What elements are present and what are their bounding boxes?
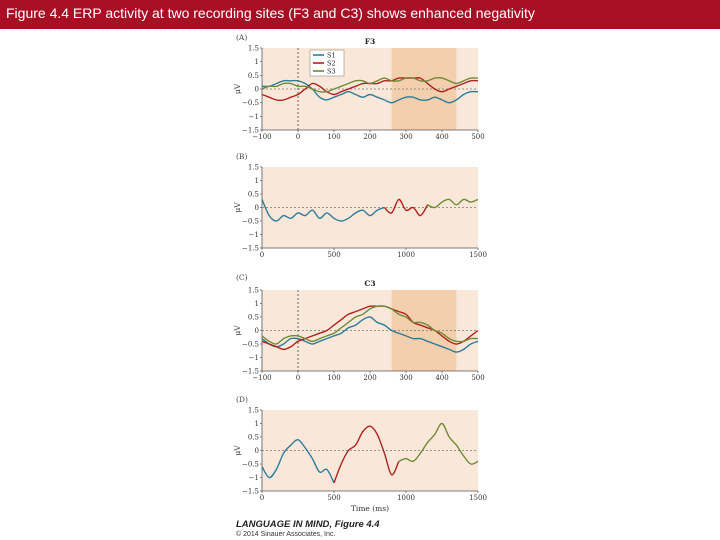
panel-b-ytick-label: −1 <box>248 231 259 239</box>
panel-b-ylabel: μV <box>233 202 242 213</box>
figure-copyright: © 2014 Sinauer Associates, Inc. <box>236 531 336 538</box>
panel-c-title: C3 <box>364 279 376 288</box>
panel-a-legend-label-s2: S2 <box>327 59 336 68</box>
panel-c-ytick-label: 0 <box>254 327 259 335</box>
panel-c-xtick-label: −100 <box>252 374 272 382</box>
panel-c-xtick-label: 0 <box>295 374 301 382</box>
panel-c-ytick-label: 0.5 <box>247 313 259 322</box>
panel-b-xtick-label: 1500 <box>469 251 487 259</box>
panel-a-legend-label-s3: S3 <box>327 67 336 76</box>
panel-a-xtick-label: 500 <box>471 133 485 141</box>
panel-b-ytick-label: 1 <box>254 177 259 185</box>
panel-a-ytick-label: 1 <box>254 58 259 67</box>
panel-c-xtick-label: 300 <box>399 374 413 382</box>
panel-d-xtick-label: 1000 <box>397 494 415 502</box>
panel-b-ytick-label: −0.5 <box>242 217 259 226</box>
panel-c-ytick-label: −1 <box>248 354 259 362</box>
panel-a-ytick-label: −0.5 <box>242 99 259 108</box>
panel-a-xtick-label: 100 <box>327 133 341 141</box>
panel-c-xtick-label: 400 <box>435 374 449 382</box>
panel-b-xtick-label: 500 <box>327 251 341 259</box>
panel-a-title: F3 <box>364 37 376 46</box>
panel-a-xtick-label: 200 <box>363 133 377 141</box>
panel-c-xtick-label: 200 <box>363 374 377 382</box>
panel-c-ytick-label: 1.5 <box>247 286 259 295</box>
panel-d-ytick-label: −1.5 <box>242 487 259 496</box>
panel-d-ytick-label: −1 <box>248 474 259 482</box>
panel-b-ytick-label: 0.5 <box>247 190 259 199</box>
panel-a-ylabel: μV <box>233 83 242 95</box>
panel-a-xtick-label: 400 <box>435 133 449 141</box>
panel-a-ytick-label: −1.5 <box>242 126 259 135</box>
panel-a-ytick-label: 0 <box>254 85 259 94</box>
panel-b-ytick-label: −1.5 <box>242 244 259 253</box>
panel-b-ytick-label: 0 <box>254 204 259 212</box>
panel-c-ytick-label: −1.5 <box>242 367 259 376</box>
panel-d-ytick-label: 1.5 <box>247 406 259 415</box>
panel-d-ytick-label: 0 <box>254 447 259 455</box>
panel-a-ytick-label: 1.5 <box>247 44 259 53</box>
figure-credit-title: LANGUAGE IN MIND, Figure 4.4 <box>236 519 380 530</box>
panel-b-xtick-label: 0 <box>259 251 265 259</box>
panel-c-xtick-label: 100 <box>327 374 341 382</box>
panel-d-ytick-label: −0.5 <box>242 460 259 469</box>
panel-d-ytick-label: 0.5 <box>247 433 259 442</box>
panel-c-xtick-label: 500 <box>471 374 485 382</box>
slide-title: Figure 4.4 ERP activity at two recording sites (F3 and C3) shows enhanced negativity <box>6 5 535 21</box>
panel-b-label: (B) <box>236 152 248 161</box>
panel-b-xtick-label: 1000 <box>397 251 415 259</box>
panel-d-xtick-label: 500 <box>327 494 341 502</box>
panel-a-xtick-label: 0 <box>295 133 301 141</box>
panel-d-xlabel: Time (ms) <box>350 504 390 513</box>
panel-c-ytick-label: −0.5 <box>242 340 259 349</box>
panel-a-legend-label-s1: S1 <box>327 51 336 60</box>
panel-c-ytick-label: 1 <box>254 300 259 308</box>
panel-c-ylabel: μV <box>233 325 242 336</box>
panel-d-ytick-label: 1 <box>254 420 259 428</box>
panel-d-xtick-label: 0 <box>259 494 265 502</box>
panel-c-label: (C) <box>236 273 248 282</box>
panel-a-xtick-label: −100 <box>252 133 272 141</box>
panel-b-ytick-label: 1.5 <box>247 163 259 172</box>
panel-a-xtick-label: 300 <box>399 133 413 141</box>
panel-a-ytick-label: −1 <box>248 112 259 121</box>
panel-a-ytick-label: 0.5 <box>247 71 259 80</box>
panel-d-ylabel: μV <box>233 445 242 456</box>
panel-d-xtick-label: 1500 <box>469 494 487 502</box>
panel-d-label: (D) <box>236 395 248 404</box>
panel-a-label: (A) <box>236 33 248 42</box>
